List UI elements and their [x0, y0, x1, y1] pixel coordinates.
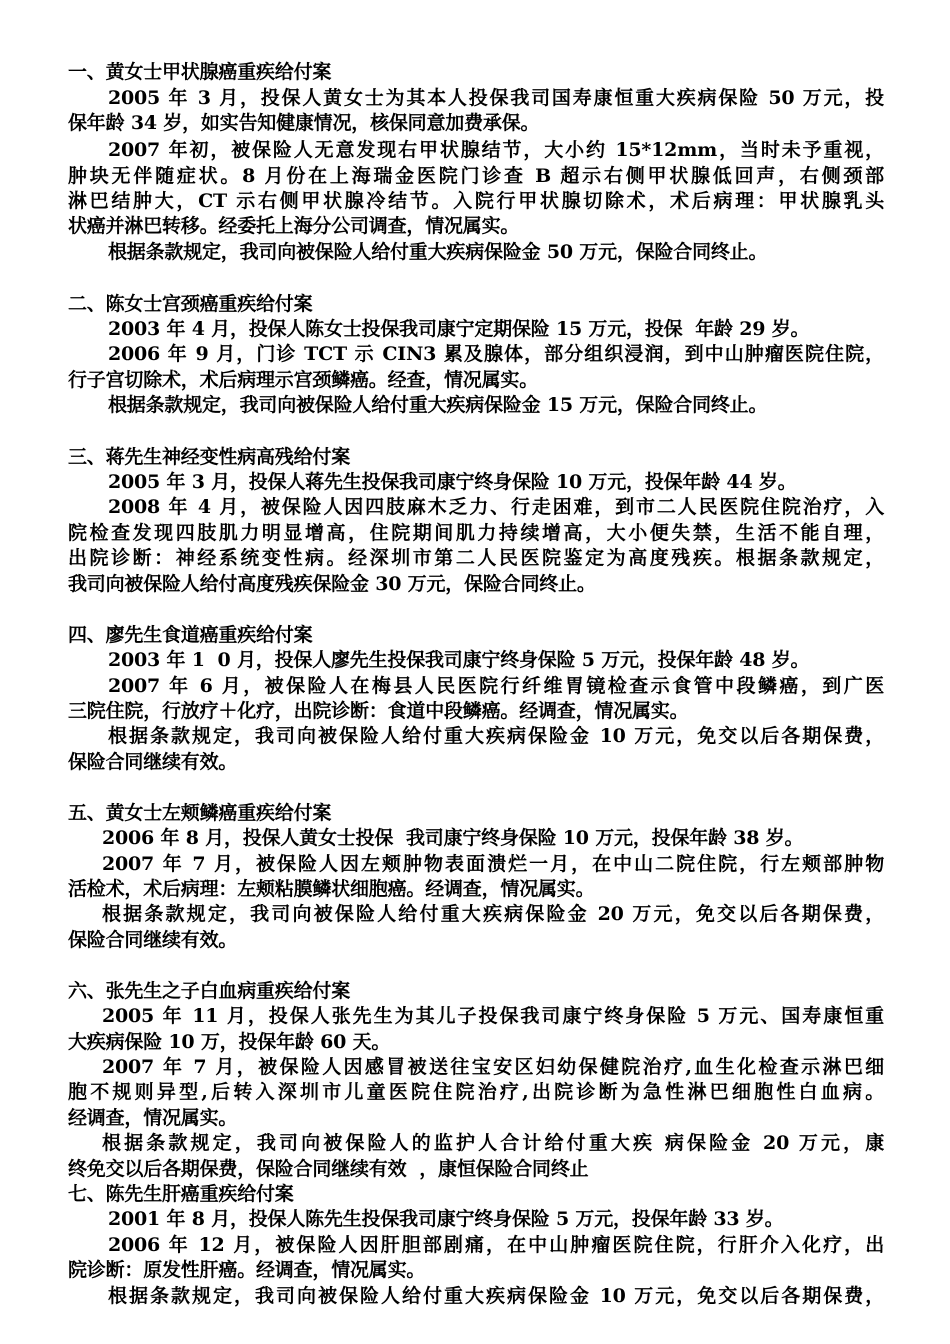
section-heading: 四、廖先生食道癌重疾给付案 — [68, 624, 313, 646]
paragraph-line: 根据条款规定，我司向被保险人给付重大疾病保险金 50 万元，保险合同终止。 — [108, 241, 768, 263]
paragraph-line: 胞不规则异型,后转入深圳市儿童医院住院治疗,出院诊断为急性淋巴细胞性白血病。 — [68, 1081, 884, 1103]
section-heading: 五、黄女士左颊鳞癌重疾给付案 — [68, 802, 332, 824]
paragraph-line: 根据条款规定，我司向被保险人给付重大疾病保险金 10 万元，免交以后各期保费， — [108, 1285, 884, 1307]
paragraph-line: 行子宫切除术，术后病理示宫颈鳞癌。经查，情况属实。 — [68, 369, 539, 391]
paragraph-line: 院诊断：原发性肝癌。经调查，情况属实。 — [68, 1259, 426, 1281]
section-heading: 六、张先生之子白血病重疾给付案 — [68, 980, 351, 1002]
paragraph-line: 2007 年 7 月，被保险人因左颊肿物表面溃烂一月，在中山二院住院，行左颊部肿物 — [102, 853, 884, 875]
paragraph-line: 院检查发现四肢肌力明显增高，住院期间肌力持续增高，大小便失禁，生活不能自理， — [68, 522, 884, 544]
paragraph-line: 2005 年 3 月，投保人黄女士为其本人投保我司国寿康恒重大疾病保险 50 万元，投 — [108, 87, 884, 109]
paragraph-line: 保险合同继续有效。 — [68, 751, 238, 773]
paragraph-line: 我司向被保险人给付高度残疾保险金 30 万元，保险合同终止。 — [68, 573, 596, 595]
section-heading: 三、蒋先生神经变性病高残给付案 — [68, 446, 351, 468]
paragraph-line: 2007 年初，被保险人无意发现右甲状腺结节，大小约 15*12mm，当时未予重视， — [108, 139, 884, 161]
paragraph-line: 2003 年 4 月，投保人陈女士投保我司康宁定期保险 15 万元，投保 年龄 29 岁。 — [108, 318, 810, 340]
paragraph-line: 2005 年 11 月，投保人张先生为其儿子投保我司康宁终身保险 5 万元、国寿康恒重 — [102, 1005, 884, 1027]
paragraph-line: 2005 年 3 月，投保人蒋先生投保我司康宁终身保险 10 万元，投保年龄 44 岁。 — [108, 471, 797, 493]
paragraph-line: 根据条款规定，我司向被保险人给付重大疾病保险金 20 万元，免交以后各期保费， — [102, 903, 884, 925]
paragraph-line: 活检术，术后病理：左颊粘膜鳞状细胞癌。经调查，情况属实。 — [68, 878, 595, 900]
paragraph-line: 2006 年 8 月，投保人黄女士投保 我司康宁终身保险 10 万元，投保年龄 38 岁。 — [102, 827, 804, 849]
paragraph-line: 2007 年 7 月，被保险人因感冒被送往宝安区妇幼保健院治疗,血生化检查示淋巴细 — [102, 1056, 884, 1078]
paragraph-line: 保年龄 34 岁，如实告知健康情况，核保同意加费承保。 — [68, 112, 540, 134]
paragraph-line: 2001 年 8 月，投保人陈先生投保我司康宁终身保险 5 万元，投保年龄 33 岁。 — [108, 1208, 784, 1230]
paragraph-line: 2007 年 6 月，被保险人在梅县人民医院行纤维胃镜检查示食管中段鳞癌，到广医 — [108, 675, 884, 697]
paragraph-line: 经调查，情况属实。 — [68, 1107, 238, 1129]
paragraph-line: 肿块无伴随症状。8 月份在上海瑞金医院门诊查 B 超示右侧甲状腺低回声，右侧颈部 — [68, 165, 884, 187]
paragraph-line: 2008 年 4 月，被保险人因四肢麻木乏力、行走困难，到市二人民医院住院治疗，入 — [108, 496, 884, 518]
paragraph-line: 大疾病保险 10 万，投保年龄 60 天。 — [68, 1031, 391, 1053]
paragraph-line: 保险合同继续有效。 — [68, 929, 238, 951]
paragraph-line: 三院住院，行放疗＋化疗，出院诊断：食道中段鳞癌。经调查，情况属实。 — [68, 700, 689, 722]
paragraph-line: 2003 年 1 0 月，投保人廖先生投保我司康宁终身保险 5 万元，投保年龄 48 岁。 — [108, 649, 810, 671]
section-heading: 二、陈女士宫颈癌重疾给付案 — [68, 293, 313, 315]
paragraph-line: 根据条款规定，我司向被保险人给付重大疾病保险金 10 万元，免交以后各期保费， — [108, 725, 884, 747]
paragraph-line: 根据条款规定，我司向被保险人给付重大疾病保险金 15 万元，保险合同终止。 — [108, 394, 768, 416]
paragraph-line: 淋巴结肿大，CT 示右侧甲状腺冷结节。入院行甲状腺切除术，术后病理：甲状腺乳头 — [68, 190, 884, 212]
section-heading: 七、陈先生肝癌重疾给付案 — [68, 1183, 294, 1205]
paragraph-line: 出院诊断：神经系统变性病。经深圳市第二人民医院鉴定为高度残疾。根据条款规定， — [68, 547, 884, 569]
section-heading: 一、黄女士甲状腺癌重疾给付案 — [68, 61, 332, 83]
paragraph-line: 2006 年 9 月，门诊 TCT 示 CIN3 累及腺体，部分组织浸润，到中山肿瘤医院住院， — [108, 343, 884, 365]
paragraph-line: 状癌并淋巴转移。经委托上海分公司调查，情况属实。 — [68, 215, 520, 237]
paragraph-line: 2006 年 12 月，被保险人因肝胆部剧痛，在中山肿瘤医院住院，行肝介入化疗，出 — [108, 1234, 884, 1256]
paragraph-line: 根据条款规定，我司向被保险人的监护人合计给付重大疾 病保险金 20 万元，康 — [102, 1132, 884, 1154]
paragraph-line: 终免交以后各期保费，保险合同继续有效 ，康恒保险合同终止 — [68, 1158, 589, 1180]
